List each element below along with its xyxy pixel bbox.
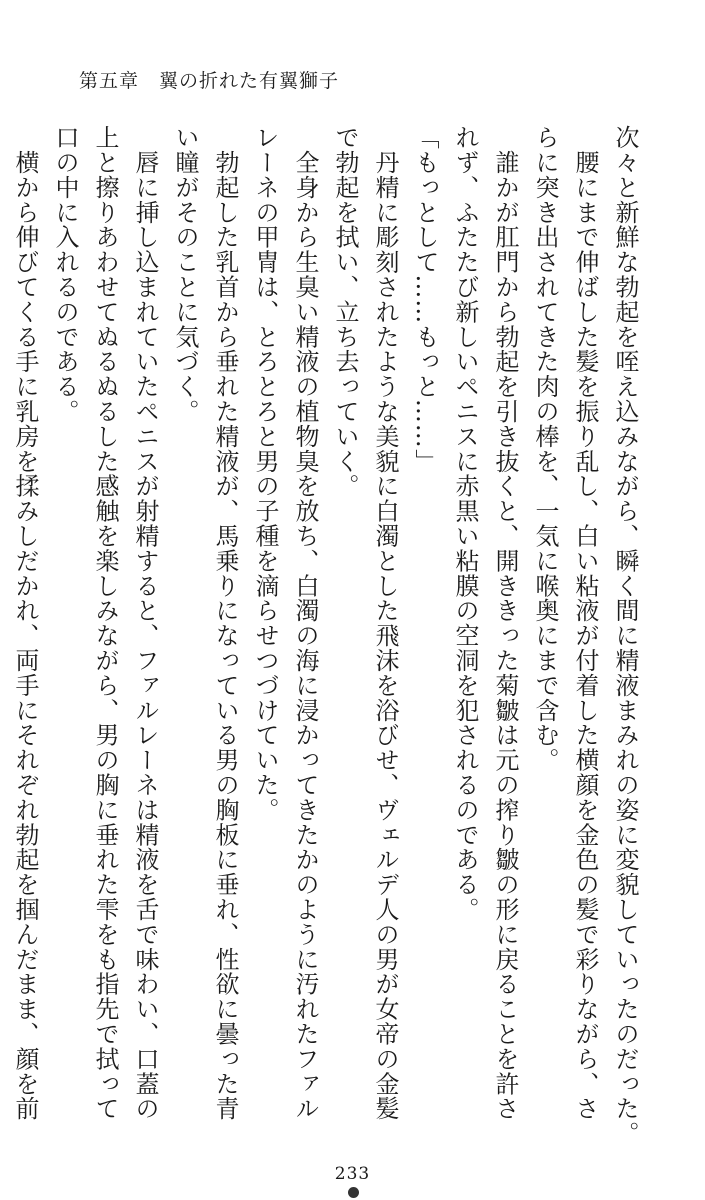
text-line: で勃起を拭い、立ち去っていく。 xyxy=(331,125,359,499)
text-line: 誰かが肛門から勃起を引き抜くと、開ききった菊皺は元の搾り皺の形に戻ることを許さ xyxy=(491,125,519,1122)
text-line: らに突き出されてきた肉の棒を、一気に喉奥にまで含む。 xyxy=(531,125,559,773)
text-line: 腰にまで伸ばした髪を振り乱し、白い粘液が付着した横顔を金色の髪で彩りながら、さ xyxy=(571,125,599,1121)
text-line: 唇に挿し込まれていたペニスが射精すると、ファルレーネは精液を舌で味わい、口蓋の xyxy=(131,125,159,1121)
text-line: 口の中に入れるのである。 xyxy=(51,125,79,424)
text-line: 全身から生臭い精液の植物臭を放ち、白濁の海に浸かってきたかのように汚れたファル xyxy=(291,125,319,1121)
text-line: 横から伸びてくる手に乳房を揉みしだかれ、両手にそれぞれ勃起を掴んだまま、顔を前 xyxy=(11,125,39,1121)
running-header: 第五章 翼の折れた有翼獅子 xyxy=(79,70,340,92)
text-line: 丹精に彫刻されたような美貌に白濁とした飛沫を浴びせ、ヴェルデ人の男が女帝の金髪 xyxy=(371,125,399,1121)
text-line: 上と擦りあわせてぬるぬるした感触を楽しみながら、男の胸に垂れた雫をも指先で拭って xyxy=(91,125,119,1121)
page-number: 233 xyxy=(334,1164,371,1184)
body-text xyxy=(11,125,645,1146)
text-line: い瞳がそのことに気づく。 xyxy=(171,125,199,424)
text-line: 勃起した乳首から垂れた精液が、馬乗りになっている男の胸板に垂れ、性欲に曇った青 xyxy=(211,125,239,1121)
page-marker-dot xyxy=(348,1187,359,1198)
text-line: レーネの甲冑は、とろとろと男の子種を滴らせつづけていた。 xyxy=(251,125,279,823)
text-line: 次々と新鮮な勃起を咥え込みながら、瞬く間に精液まみれの姿に変貌していったのだった。 xyxy=(611,125,639,1146)
text-line: 「もっとして……もっと……」 xyxy=(411,125,439,474)
text-line: れず、ふたたび新しいペニスに赤黒い粘膜の空洞を犯されるのである。 xyxy=(451,125,479,922)
